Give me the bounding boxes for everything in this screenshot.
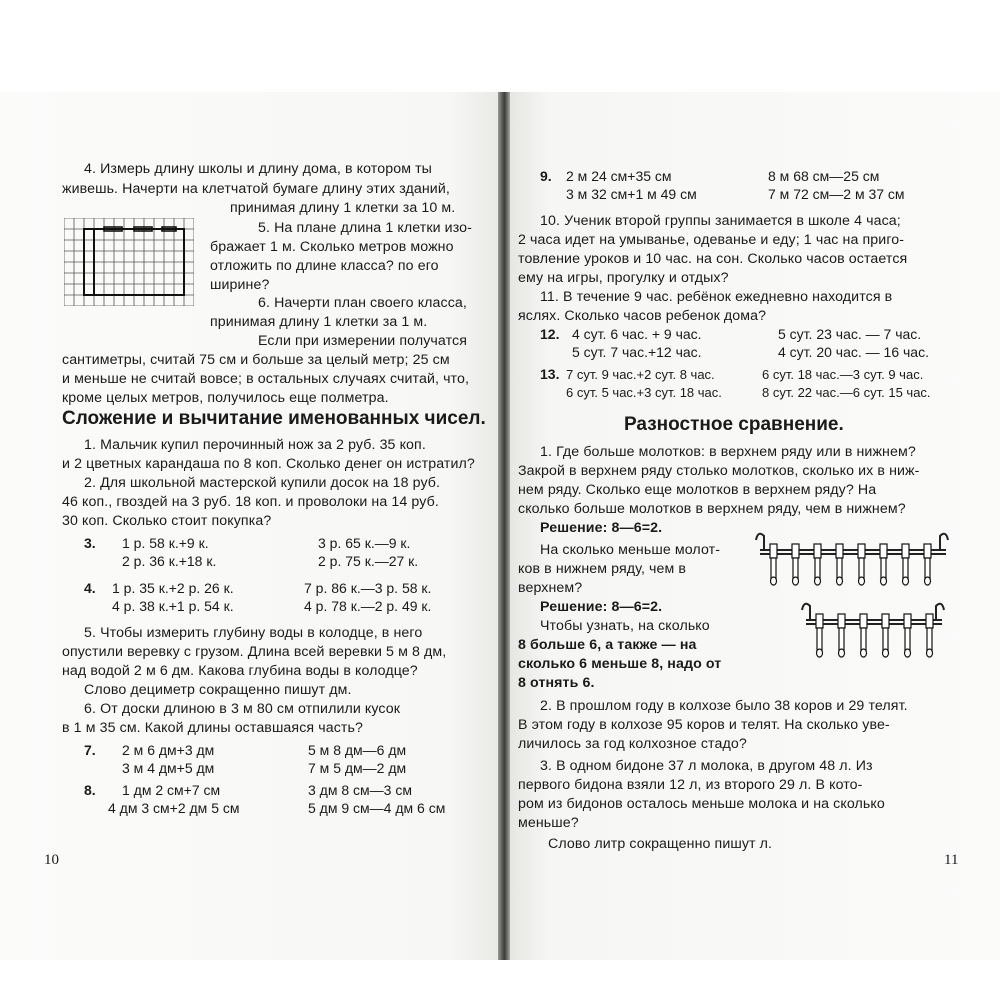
problem5-line3: над водой 2 м 6 дм. Какова глубина воды в колодце?	[62, 663, 418, 679]
question1-sub-line1: На сколько меньше молот-	[540, 542, 721, 558]
problem1-line2: и 2 цветных карандаша по 8 коп. Сколько денег он истратил?	[62, 456, 475, 472]
exercise9-number: 9.	[540, 168, 552, 184]
question2-line3: личилось за год колхозное стадо?	[518, 736, 747, 752]
section-heading-difference: Разностное сравнение.	[624, 414, 844, 435]
problem10-line1: 10. Ученик второй группы занимается в школе 4 часа;	[540, 213, 901, 229]
hammers-illustration	[750, 528, 950, 678]
task6-line4: сантиметры, считай 75 см и больше за целый метр; 25 см	[62, 352, 450, 368]
solution2: Решение: 8—6=2.	[540, 599, 663, 615]
exercise3-a1: 1 р. 58 к.+9 к.	[122, 535, 209, 551]
exercise12-a1: 4 сут. 6 час. + 9 час.	[572, 326, 702, 342]
exercise12-b1: 5 сут. 23 час. — 7 час.	[778, 326, 922, 342]
question3-line2: первого бидона взяли 12 л, из второго 29 л. В кото-	[518, 777, 863, 793]
question1-line3: нем ряду. Сколько еще молотков в верхнем ряду? На	[518, 482, 877, 498]
exercise8-number: 8.	[84, 782, 96, 798]
question1-line4: сколько больше молотков в верхнем ряду, чем в нижнем?	[518, 501, 906, 517]
exercise8-a2: 4 дм 3 см+2 дм 5 см	[108, 800, 240, 816]
question2-line2: В этом году в колхозе 95 коров и телят. На сколько уве-	[518, 717, 890, 733]
exercise4-b1: 7 р. 86 к.—3 р. 58 к.	[304, 580, 432, 596]
task5-line4: ширине?	[210, 277, 270, 293]
question3-note: Слово литр сокращенно пишут л.	[548, 836, 773, 852]
task5-line1: 5. На плане длина 1 клетки изо-	[258, 220, 472, 236]
problem6-line1: 6. От доски длиною в 3 м 80 см отпилили кусок	[84, 701, 401, 717]
exercise8-a1: 1 дм 2 см+7 см	[122, 782, 221, 798]
problem11-line2: яслях. Сколько часов ребенок дома?	[518, 308, 767, 324]
exercise3-b2: 2 р. 75 к.—27 к.	[318, 553, 419, 569]
page-number-left: 10	[44, 852, 59, 868]
exercise3-number: 3.	[84, 535, 96, 551]
problem11-line1: 11. В течение 9 час. ребёнок ежедневно находится в	[540, 289, 893, 305]
exercise9-b2: 7 м 72 см—2 м 37 см	[768, 186, 905, 202]
problem10-line3: товление уроков и 10 час. на сон. Сколько часов остается	[518, 251, 908, 267]
rule-line4: 8 отнять 6.	[518, 675, 595, 691]
question2-line1: 2. В прошлом году в колхозе было 38 коров и 29 телят.	[540, 698, 908, 714]
exercise8-b1: 3 дм 8 см—3 см	[308, 782, 412, 798]
task4-line3: принимая длину 1 клетки за 10 м.	[230, 200, 456, 216]
question1-sub-line3: верхнем?	[518, 580, 583, 596]
exercise7-a2: 3 м 4 дм+5 дм	[122, 760, 215, 776]
page-number-right: 11	[944, 852, 959, 868]
problem1-line1: 1. Мальчик купил перочинный нож за 2 руб. 35 коп.	[84, 437, 426, 453]
problem2-line2: 46 коп., гвоздей на 3 руб. 18 коп. и проволоки на 14 руб.	[62, 494, 439, 510]
problem2-line1: 2. Для школьной мастерской купили досок на 18 руб.	[84, 475, 441, 491]
problem5-note: Слово дециметр сокращенно пишут дм.	[84, 682, 352, 698]
grid-paper-figure	[64, 218, 194, 306]
exercise13-b2: 8 сут. 22 час.—6 сут. 15 час.	[762, 385, 931, 400]
exercise4-b2: 4 р. 78 к.—2 р. 49 к.	[304, 598, 432, 614]
rule-line3: сколько 6 меньше 8, надо от	[518, 656, 722, 672]
rule-line2: 8 больше 6, а также — на	[518, 637, 697, 653]
problem5-line1: 5. Чтобы измерить глубину воды в колодце, в него	[84, 625, 423, 641]
exercise3-a2: 2 р. 36 к.+18 к.	[122, 553, 217, 569]
problem10-line4: ему на игры, прогулку и отдых?	[518, 270, 729, 286]
exercise4-a1: 1 р. 35 к.+2 р. 26 к.	[112, 580, 234, 596]
task6-line6: кроме целых метров, получилось еще полметра.	[62, 390, 389, 406]
question1-sub-line2: ков в нижнем ряду, чем в	[518, 561, 687, 577]
book-spine	[498, 92, 510, 960]
exercise13-number: 13.	[540, 366, 560, 382]
exercise7-b1: 5 м 8 дм—6 дм	[308, 742, 407, 758]
exercise9-a1: 2 м 24 см+35 см	[566, 168, 672, 184]
exercise3-b1: 3 р. 65 к.—9 к.	[318, 535, 411, 551]
problem2-line3: 30 коп. Сколько стоит покупка?	[62, 513, 272, 529]
exercise7-b2: 7 м 5 дм—2 дм	[308, 760, 407, 776]
exercise7-number: 7.	[84, 742, 96, 758]
rule-line1: Чтобы узнать, на сколько	[540, 618, 710, 634]
exercise8-b2: 5 дм 9 см—4 дм 6 см	[308, 800, 446, 816]
exercise7-a1: 2 м 6 дм+3 дм	[122, 742, 215, 758]
exercise4-a2: 4 р. 38 к.+1 р. 54 к.	[112, 598, 234, 614]
question1-line2: Закрой в верхнем ряду столько молотков, сколько их в ниж-	[518, 463, 920, 479]
exercise13-a2: 6 сут. 5 час.+3 сут. 18 час.	[566, 385, 722, 400]
question3-line3: ром из бидонов осталось меньше молока и на сколько	[518, 796, 885, 812]
task6-line2: принимая длину 1 клетки за 1 м.	[210, 314, 428, 330]
problem10-line2: 2 часа идет на умыванье, одеванье и еду; 1 час на приго-	[518, 232, 905, 248]
problem5-line2: опустили веревку с грузом. Длина всей веревки 5 м 8 дм,	[62, 644, 447, 660]
task6-line5: и меньше не считай вовсе; в остальных случаях считай, что,	[62, 371, 470, 387]
problem6-line2: в 1 м 35 см. Какой длины оставшаяся часть?	[62, 720, 363, 736]
exercise13-a1: 7 сут. 9 час.+2 сут. 8 час.	[566, 367, 715, 382]
exercise13-b1: 6 сут. 18 час.—3 сут. 9 час.	[762, 367, 924, 382]
task5-line3: отложить по длине класса? по его	[210, 258, 439, 274]
exercise12-b2: 4 сут. 20 час. — 16 час.	[778, 344, 929, 360]
task6-line1: 6. Начерти план своего класса,	[258, 295, 467, 311]
question1-line1: 1. Где больше молотков: в верхнем ряду или в нижнем?	[540, 444, 916, 460]
task5-line2: бражает 1 м. Сколько метров можно	[210, 239, 454, 255]
exercise9-a2: 3 м 32 см+1 м 49 см	[566, 186, 697, 202]
task4-line2: живешь. Начерти на клетчатой бумаге длину этих зданий,	[62, 181, 450, 197]
task4-line1: 4. Измерь длину школы и длину дома, в котором ты	[84, 161, 432, 177]
question3-line1: 3. В одном бидоне 37 л молока, в другом 48 л. Из	[540, 758, 873, 774]
exercise9-b1: 8 м 68 см—25 см	[768, 168, 880, 184]
exercise4-number: 4.	[84, 580, 96, 596]
section-heading-addition: Сложение и вычитание именованных чисел.	[62, 408, 486, 429]
exercise12-number: 12.	[540, 326, 560, 342]
question3-line4: меньше?	[518, 815, 579, 831]
solution1: Решение: 8—6=2.	[540, 520, 663, 536]
exercise12-a2: 5 сут. 7 час.+12 час.	[572, 344, 702, 360]
task6-line3: Если при измерении получатся	[258, 333, 467, 349]
